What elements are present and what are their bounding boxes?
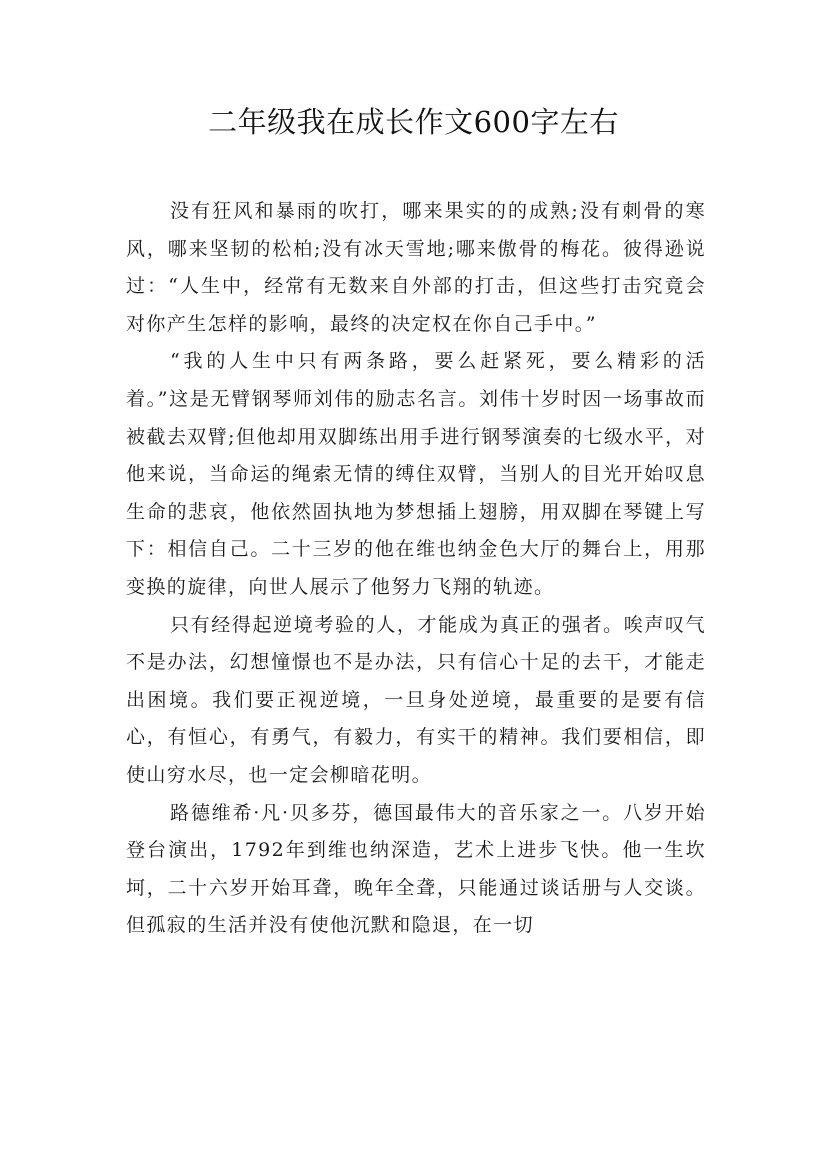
document-body (126, 193, 706, 945)
paragraph: 没有狂风和暴雨的吹打，哪来果实的的成熟;没有刺骨的寒风，哪来坚韧的松柏;没有冰天雪地;哪来傲骨的梅花。彼得逊说过：“人生中，经常有无数来自外部的打击，但这些打击究竟会对你产生怎样的影响，最终的决定权在你自己手中。” (126, 200, 706, 335)
paragraph: “我的人生中只有两条路，要么赶紧死，要么精彩的活着。”这是无臂钢琴师刘伟的励志名言。刘伟十岁时因一场事故而被截去双臂;但他却用双脚练出用手进行钢琴演奏的七级水平，对他来说，当命运的绳索无情的缚住双臂，当别人的目光开始叹息生命的悲哀，他依然固执地为梦想插上翅膀，用双脚在琴键上写下：相信自己。二十三岁的他在维也纳金色大厅的舞台上，用那变换的旋律，向世人展示了他努力飞翔的轨迹。 (126, 350, 706, 598)
paragraph: 路德维希·凡·贝多芬，德国最伟大的音乐家之一。八岁开始登台演出，1792年到维也纳深造，艺术上进步飞快。他一生坎坷，二十六岁开始耳聋，晚年全聋，只能通过谈话册与人交谈。但孤寂的生活并没有使他沉默和隐退，在一切 (126, 801, 706, 937)
paragraph: 只有经得起逆境考验的人，才能成为真正的强者。唉声叹气不是办法，幻想憧憬也不是办法，只有信心十足的去干，才能走出困境。我们要正视逆境，一旦身处逆境，最重要的是要有信心，有恒心，有勇气，有毅力，有实干的精神。我们要相信，即使山穷水尽，也一定会柳暗花明。 (126, 613, 706, 786)
document-title: 二年级我在成长作文600字左右 (208, 105, 619, 139)
